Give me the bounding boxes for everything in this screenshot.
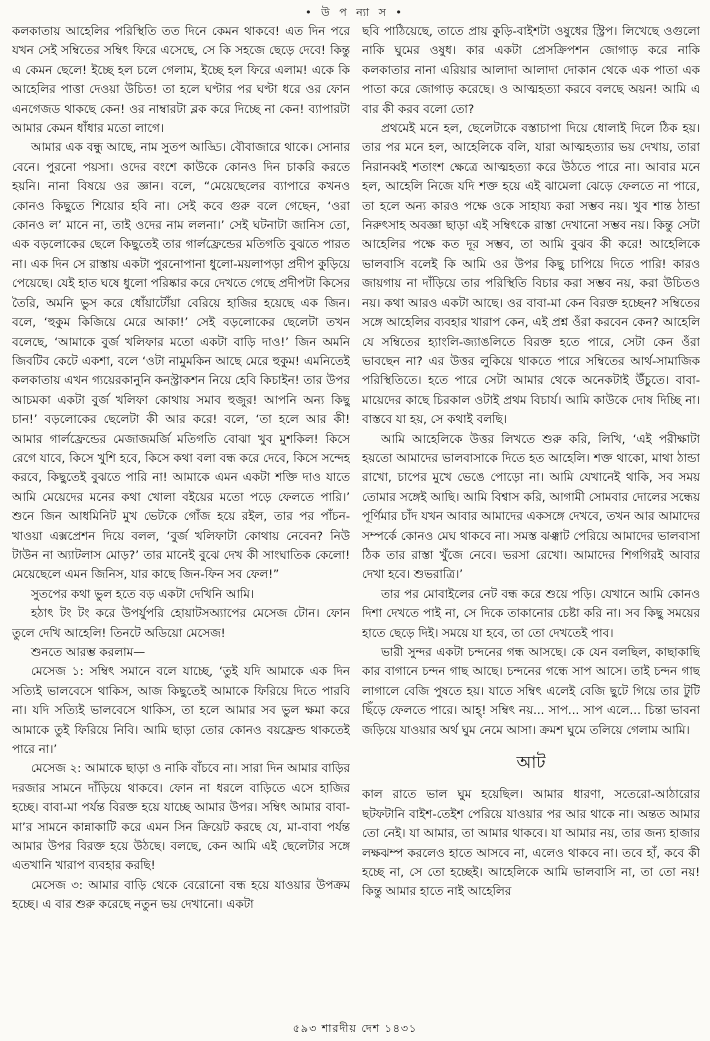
paragraph: হঠাৎ টং টং করে উপর্যুপরি হোয়াটসঅ্যাপের মেসেজ টোন। ফোন তুলে দেখি আহেলি! তিনটে অডিয়ো মেসেজ!: [12, 606, 350, 640]
paragraph: সুতপের কথা ভুল হতে বড় একটা দেখিনি আমি।: [31, 586, 255, 601]
paragraph: কাল রাতে ভাল ঘুম হয়েছিল। আমার ধারণা, সতেরো-আঠারোর ছটফটানি বাইশ-তেইশ পেরিয়ে যাওয়ার পর আর থাকে না। অন্তত আমার তো নেই। যা আমার, তা আমার থাকবে। যা আমার নয়, তার জন্য হাজার লক্ষঝম্প করলেও হাতে আসবে না, এলেও থাকবে না। তবে হাঁ, কবে কী হচ্ছে না, সে তো হচ্ছেই। আহেলিকে আমি ভালবাসি না, তা তো নয়! কিন্তু আমার হাতে নাই আহেলির: [362, 787, 700, 899]
paragraph: মেসেজ ৩: আমার বাড়ি থেকে বেরোনো বন্ধ হয়ে যাওয়ার উপক্রম হচ্ছে। এ বার শুরু করেছে নতুন ভয় দেখানো। একটা: [12, 877, 350, 912]
paragraph: ছবি পাঠিয়েছে, তাতে প্রায় কুড়ি-বাইশটা ওষুধের স্ট্রিপ। লিখেছে ওগুলো নাকি ঘুমের ওষুধ। কার একটা প্রেসক্রিপশন জোগাড় করে নাকি কলকাতার নানা এরিয়ার আলাদা আলাদা দোকান থেকে এক পাতা এক পাতা করে জোগাড় করেছে। ও আত্মহত্যা করবে বলছে অয়ন! আমি এ বার কী করব বলো তো?: [362, 24, 700, 116]
paragraph: আমি আহেলিকে উত্তর লিখতে শুরু করি, লিখি, ‘এই পরীক্ষাটা হয়তো আমাদের ভালবাসাকে দিতে হত আহেলি। শক্ত থাকো, মাথা ঠান্ডা রাখো, চাপের মুখে ভেঙে পোড়ো না। আমি যেখানেই থাকি, সব সময় তোমার সঙ্গেই আছি। আমি বিশ্বাস করি, আগামী সোমবার দোলের সন্ধেয় পূর্ণিমার চাঁদ যখন আবার আমাদের একসঙ্গে দেখবে, তখন আর আমাদের সম্পর্কে কোনও মেঘ থাকবে না। সমস্ত ঝঞ্ঝাট পেরিয়ে আমাদের ভালবাসা ঠিক তার রাস্তা খুঁজে নেবে। ভরসা রেখো। আমাদের শিগগিরই আবার দেখা হবে। শুভরাত্রি।’: [362, 431, 700, 582]
paragraph: শুনতে আরম্ভ করলাম—: [31, 645, 146, 659]
paragraph: মেসেজ ২: আমাকে ছাড়া ও নাকি বাঁচবে না। সারা দিন আমার বাড়ির দরজার সামনে দাঁড়িয়ে থাকবে। ফোন না ধরলে বাড়িতে এসে হাজির হচ্ছে। বাবা-মা পর্যন্ত বিরক্ত হয়ে যাচ্ছে আমার উপর। সম্বিৎ আমার বাবা-মা’র সামনে কান্নাকাটি করে এমন সিন ক্রিয়েট করছে যে, মা-বাবা পর্যন্ত আমার উপর বিরক্ত হয়ে উঠছে। বলছে, কেন আমি এই ছেলেটার সঙ্গে এতখানি খারাপ ব্যবহার করছি!: [12, 761, 350, 873]
paragraph: কলকাতায় আহেলির পরিস্থিতি তত দিনে কেমন থাকবে! এত দিন পরে যখন সেই সম্বিতের সম্বিৎ ফিরে এসেছে, সে কি সহজে ছেড়ে দেবে! কিন্তু এ কেমন ছেলে! ইচ্ছে হল চলে গেলাম, ইচ্ছে হল ফিরে এলাম! একে কি আহেলির পাত্তা দেওয়া উচিত! তা হলে ঘণ্টার পর ঘণ্টা ধরে ওর ফোন এনগেজড থাকছে কেন! ওর নাম্বারটা ব্লক করে দিচ্ছে না কেন! ব্যাপারটা আমার কেমন ধাঁধার মতো লাগে।: [12, 24, 350, 136]
page-footer: ৫৯৩ শারদীয় দেশ ১৪৩১: [292, 1022, 418, 1035]
left-column: [12, 22, 350, 1012]
paragraph: আমার এক বন্ধু আছে, নাম সুতপ আড্ডি। বৌবাজারে থাকে। সোনার বেনে। পুরনো পয়সা। ওদের বংশে কাউকে কোনও দিন চাকরি করতে হয়নি। নানা বিষয়ে ওর জ্ঞান। বলে, “মেয়েছেলের ব্যাপারে কখনও কোনও কিছুতে শিয়োর হবি না। সেই কবে গুরু বলে গেছেন, ‘ওরা কোনও ল’ মানে না, তাই ওদের নাম ললনা।’ সেই ঘটনাটা জানিস তো, এক বড়লোকের ছেলে কিছুতেই তার গার্লফ্রেন্ডের মতিগতি বুঝতে পারত না। এক দিন সে রাস্তায় একটা পুরনোপানা ধুলো-ময়লাপড়া প্রদীপ কুড়িয়ে পেয়েছে। যেই হাত ঘষে ধুলো পরিষ্কার করে দেখতে গেছে প্রদীপটা কিসের তৈরি, অমনি ভুস করে ধোঁয়াটোঁয়া বেরিয়ে হাজির হয়েছে এক জিন। বলে, ‘হুকুম কিজিয়ে মেরে আকা!’ সেই বড়লোকের ছেলেটা তখন বলেছে, ‘আমাকে বুর্জ খলিফার মতো একটা বাড়ি দাও!’ জিন অমনি জিবটিব কেটে একশা, বলে ‘ওটা নামুমকিন আছে মেরে হুকুম! এমনিতেই কলকাতায় এখন গ্যয়েরকানুনি কনস্ট্রাকশন নিয়ে হেবি কিচাইন! তার উপর আচমকা একটা বুর্জ খলিফা কোথায় সমাব হুজুর! আপনি অন্য কিছু চান!’ বড়লোকের ছেলেটা কী আর করে! বলে, ‘তা হলে আর কী! আমার গার্লফ্রেন্ডের মেজাজমর্জি মতিগতি বোঝা খুব মুশকিল! কিসে রেগে যাবে, কিসে খুশি হবে, কিসে কথা বলা বন্ধ করে দেবে, কিসে সন্দেহ করবে, কিছুতেই বুঝতে পারি না! আমাকে এমন একটা শক্তি দাও যাতে আমি মেয়েদের মনের কথা খোলা বইয়ের মতো পড়ে ফেলতে পারি।’ শুনে জিন আধমিনিট মুখ ভেটকে গোঁজ হয়ে রইল, তার পর পাঁচন-খাওয়া এক্সপ্রেশন দিয়ে বলল, ‘বুর্জ খলিফাটা কোথায় নেবেন? নিউ টাউন না অ্যাটলাস মোড়?’ তার মানেই বুঝে দেখ কী সাংঘাতিক কেলো! মেয়েছেলে এমন জিনিস, যার কাছে জিন-ফিন সব ফেল!”: [12, 140, 350, 582]
paragraph: তার পর মোবাইলের নেট বন্ধ করে শুয়ে পড়ি। যেখানে আমি কোনও দিশা দেখতে পাই না, সে দিকে তাকানোর চেষ্টা করি না। সব কিছু সময়ের হাতে ছেড়ে দিই। সময়ে যা হবে, তা তো দেখতেই পাব।: [362, 586, 700, 640]
section-header: • উ প ন্যা স •: [305, 6, 405, 19]
paragraph: প্রথমেই মনে হল, ছেলেটাকে বস্তাচাপা দিয়ে ধোলাই দিলে ঠিক হয়। তার পর মনে হল, আহেলিকে বলি, যারা আত্মহত্যার ভয় দেখায়, তারা নিরানব্বই শতাংশ ক্ষেত্রে আত্মহত্যা করে উঠতে পারে না। আবার মনে হল, আহেলি নিজে যদি শক্ত হয়ে এই ঝামেলা ঝেড়ে ফেলতে না পারে, তা হলে অন্য কারও পক্ষে ওকে সাহায্য করা সম্ভব নয়। খুব শান্ত ঠান্ডা নিরুৎসাহ অবজ্ঞা ছাড়া এই সম্বিৎকে রাস্তা দেখানো সম্ভব নয়। কিন্তু সেটা আহেলির পক্ষে কত দূর সম্ভব, তা আমি বুঝব কী করে! আহেলিকে ভালবাসি বলেই কি আমি ওর উপর কিছু চাপিয়ে দিতে পারি! কারও জায়গায় না দাঁড়িয়ে তার পরিস্থিতি বিচার করা সম্ভব নয়, করা উচিতও নয়। কথা আরও একটা আছে। ওর বাবা-মা কেন বিরক্ত হচ্ছেন? সম্বিতের সঙ্গে আহেলির ব্যবহার খারাপ কেন, এই প্রশ্ন ওঁরা করবেন কেন? আহেলি যে সম্বিতের হ্যাংলি-জ্যাঙলিতে বিরক্ত হতে পারে, সেটা কেন ওঁরা ভাবছেন না? এর উত্তর লুকিয়ে থাকতে পারে সম্বিতের আর্থ-সামাজিক পরিস্থিতিতে। হতে পারে সেটা আমার থেকে অনেকটাই উঁচুতে। বাবা-মায়েদের কাছে চিরকাল ওটাই প্রথম বিচার্য। আমি কাউকে দোষ দিচ্ছি না। বাস্তবে যা হয়, সে কথাই বলছি।: [362, 121, 700, 427]
paragraph: মেসেজ ১: সম্বিৎ সমানে বলে যাচ্ছে, ‘তুই যদি আমাকে এক দিন সত্যিই ভালবেসে থাকিস, আজ কিছুতেই আমাকে ফিরিয়ে দিতে পারবি না। যদি সত্যিই ভালবেসে থাকিস, তা হলে আমার সব ভুল ক্ষমা করে আমাকে তুই ফিরিয়ে নিবি। আমি ছাড়া তোর কোনও বয়ফ্রেন্ড থাকতেই পারে না।’: [12, 664, 350, 757]
right-column: [362, 22, 700, 1012]
paragraph: ভারী সুন্দর একটা চন্দনের গন্ধ আসছে। কে যেন বলছিল, কাছাকাছি কার বাগানে চন্দন গাছ আছে। চন্দনের গন্ধে সাপ আসে। তাই চন্দন গাছ লাগালে বেজি পুষতে হয়। যাতে সম্বিৎ এলেই বেজি ছুটে গিয়ে তার টুটি ছিঁড়ে ফেলতে পারে। আহ্! সম্বিৎ নয়... সাপ... সাপ এলে... চিন্তা ভাবনা জড়িয়ে যাওয়ার অর্থ ঘুম নেমে আসা। ক্রমশ ঘুমে তলিয়ে গেলাম আমি।: [362, 645, 700, 737]
chapter-heading: আট: [516, 753, 546, 774]
